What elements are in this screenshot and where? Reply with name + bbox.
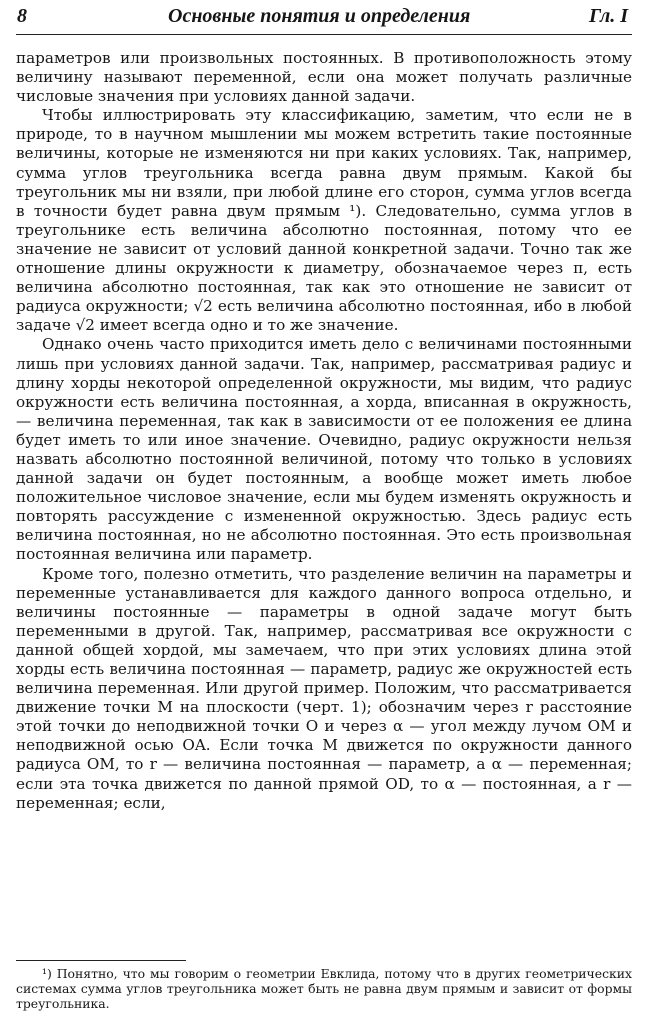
paragraph-3: Однако очень часто приходится иметь дело с величинами постоянными лишь при условиях данной задачи. Так, например, рассматривая радиус и длину хорды некоторой определенной окружности, мы видим, что радиус окружности есть величина постоянная, а хорда, вписанная в окружность, — величина переменная, так как в зависимости от ее положения ее длина будет иметь то или иное значение. Очевидно, радиус окружности нельзя назвать абсолютно постоянной величиной, потому что только в условиях данной задачи он будет постоянным, а вообще может иметь любое положительное числовое значение, если мы будем изменять окружность и повторять рассуждение с измененной окружностью. Здесь радиус есть величина постоянная, но не абсолютно постоянная. Это есть произвольная постоянная величина или параметр. <box>16 335 632 564</box>
footnote-rule <box>16 960 186 961</box>
body-text <box>16 49 632 813</box>
footnote-text: ¹) Понятно, что мы говорим о геометрии Евклида, потому что в других геометрических системах сумма углов треугольника может быть не равна двум прямым и зависит от формы треугольника. <box>16 966 632 1012</box>
chapter-label: Гл. I <box>588 5 628 27</box>
footnote <box>16 966 632 1012</box>
paragraph-1: параметров или произвольных постоянных. В противоположность этому величину называют переменной, если она может получать различные числовые значения при условиях данной задачи. <box>16 49 632 106</box>
running-header <box>16 0 632 35</box>
paragraph-4: Кроме того, полезно отметить, что разделение величин на параметры и переменные устанавливается для каждого данного вопроса отдельно, и величины постоянные — параметры в одной задаче могут быть переменными в другой. Так, например, рассматривая все окружности с данной общей хордой, мы замечаем, что при этих условиях длина этой хорды есть величина постоянная — параметр, радиус же окружностей есть величина переменная. Или другой пример. Положим, что рассматривается движение точки M на плоскости (черт. 1); обозначим через r расстояние этой точки до неподвижной точки O и через α — угол между лучом OM и неподвижной осью OA. Если точка M движется по окружности данного радиуса OM, то r — величина постоянная — параметр, а α — переменная; если эта точка движется по данной прямой OD, то α — постоянная, а r — переменная; если, <box>16 564 632 812</box>
paragraph-2: Чтобы иллюстрировать эту классификацию, заметим, что если не в природе, то в научном мышлении мы можем встретить такие постоянные величины, которые не изменяются ни при каких условиях. Так, например, сумма углов треугольника всегда равна двум прямым. Какой бы треугольник мы ни взяли, при любой длине его сторон, сумма углов всегда в точности будет равна двум прямым ¹). Следовательно, сумма углов в треугольнике есть величина абсолютно постоянная, потому что ее значение не зависит от условий данной конкретной задачи. Точно так же отношение длины окружности к диаметру, обозначаемое через π, есть величина абсолютно постоянная, так как это отношение не зависит от радиуса окружности; √2 есть величина абсолютно постоянная, ибо в любой задаче √2 имеет всегда одно и то же значение. <box>16 106 632 335</box>
page-number: 8 <box>17 5 27 27</box>
running-title: Основные понятия и определения <box>168 5 471 27</box>
